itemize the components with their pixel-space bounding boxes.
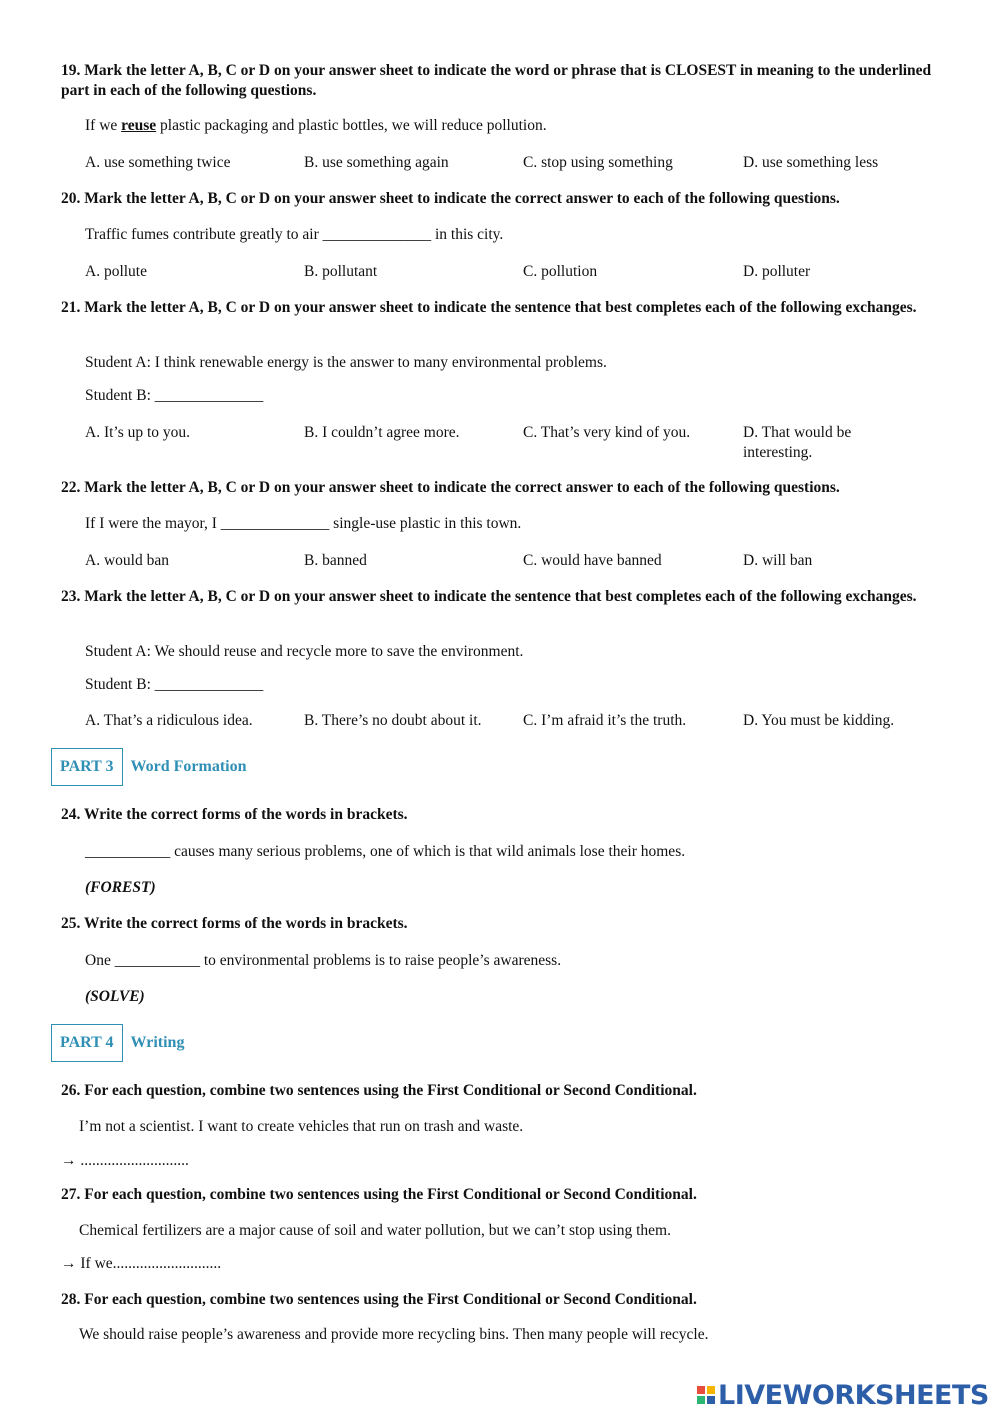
question-19-sentence <box>85 116 547 136</box>
q19-option-b[interactable]: B. use something again <box>304 154 449 171</box>
q20-option-d[interactable]: D. polluter <box>743 263 811 280</box>
question-23-student-b: Student B: ______________ <box>85 676 264 693</box>
question-28-prompt: 28. For each question, combine two sentences using the First Conditional or Second Conditional. <box>61 1291 697 1308</box>
logo-square-red <box>697 1386 705 1394</box>
question-23-prompt: 23. Mark the letter A, B, C or D on your answer sheet to indicate the sentence that best completes each of the following exchanges. <box>61 588 917 605</box>
q19-option-c[interactable]: C. stop using something <box>523 154 673 171</box>
q19-option-a[interactable]: A. use something twice <box>85 154 231 171</box>
logo-grid-icon <box>697 1386 715 1404</box>
question-26-prompt: 26. For each question, combine two sentences using the First Conditional or Second Conditional. <box>61 1082 697 1099</box>
part-4-title: Writing <box>130 1034 185 1051</box>
q23-option-c[interactable]: C. I’m afraid it’s the truth. <box>523 712 687 729</box>
q22-option-a[interactable]: A. would ban <box>85 552 169 569</box>
q22-option-d[interactable]: D. will ban <box>743 552 813 569</box>
question-21-student-a: Student A: I think renewable energy is the answer to many environmental problems. <box>85 354 607 371</box>
question-24-prompt: 24. Write the correct forms of the words in brackets. <box>61 806 408 823</box>
question-24-hint: (FOREST) <box>85 879 156 896</box>
q22-option-b[interactable]: B. banned <box>304 552 367 569</box>
question-25-prompt: 25. Write the correct forms of the words in brackets. <box>61 915 408 932</box>
question-24-sentence: ___________ causes many serious problems, one of which is that wild animals lose their homes. <box>85 843 686 860</box>
question-26-answer-field[interactable]: → ............................ <box>61 1152 189 1169</box>
q23-option-a[interactable]: A. That’s a ridiculous idea. <box>85 712 253 729</box>
q21-option-d[interactable]: D. That would be interesting. <box>743 424 852 461</box>
q19-option-d[interactable]: D. use something less <box>743 154 879 171</box>
q21-option-b[interactable]: B. I couldn’t agree more. <box>304 424 460 441</box>
question-27-sentence: Chemical fertilizers are a major cause of soil and water pollution, but we can’t stop using them. <box>79 1222 671 1239</box>
part-3-title: Word Formation <box>130 758 247 775</box>
q23-option-d[interactable]: D. You must be kidding. <box>743 712 895 729</box>
part-3-header <box>51 748 247 786</box>
q23-option-b[interactable]: B. There’s no doubt about it. <box>304 712 482 729</box>
question-23-student-a: Student A: We should reuse and recycle more to save the environment. <box>85 643 524 660</box>
logo-square-yellow <box>707 1386 715 1394</box>
part-3-label: PART 3 <box>51 748 123 786</box>
q20-option-c[interactable]: C. pollution <box>523 263 598 280</box>
underlined-word: reuse <box>121 117 157 134</box>
part-4-header <box>51 1024 184 1062</box>
question-27-prompt: 27. For each question, combine two sentences using the First Conditional or Second Conditional. <box>61 1186 697 1203</box>
question-21-prompt: 21. Mark the letter A, B, C or D on your answer sheet to indicate the sentence that best completes each of the following exchanges. <box>61 299 917 316</box>
q21-option-a[interactable]: A. It’s up to you. <box>85 424 191 441</box>
question-20-sentence: Traffic fumes contribute greatly to air ______________ in this city. <box>85 226 504 243</box>
logo-text: LIVEWORKSHEETS <box>718 1379 989 1411</box>
q22-option-c[interactable]: C. would have banned <box>523 552 662 569</box>
q20-option-b[interactable]: B. pollutant <box>304 263 378 280</box>
question-25-hint: (SOLVE) <box>85 988 145 1005</box>
part-4-label: PART 4 <box>51 1024 123 1062</box>
logo-square-blue <box>707 1396 715 1404</box>
question-19-prompt: 19. Mark the letter A, B, C or D on your answer sheet to indicate the word or phrase that is CLOSEST in meaning to the underlined part in each of the following questions. <box>61 62 932 99</box>
q20-option-a[interactable]: A. pollute <box>85 263 147 280</box>
sentence-text: plastic packaging and plastic bottles, we will reduce pollution. <box>156 117 547 134</box>
question-26-sentence: I’m not a scientist. I want to create vehicles that run on trash and waste. <box>79 1118 524 1135</box>
question-25-sentence: One ___________ to environmental problems is to raise people’s awareness. <box>85 952 562 969</box>
question-22-prompt: 22. Mark the letter A, B, C or D on your answer sheet to indicate the correct answer to each of the following questions. <box>61 479 840 496</box>
logo-square-green <box>697 1396 705 1404</box>
question-20-prompt: 20. Mark the letter A, B, C or D on your answer sheet to indicate the correct answer to each of the following questions. <box>61 190 840 207</box>
question-27-answer-field[interactable]: → If we............................ <box>61 1255 222 1272</box>
question-21-student-b: Student B: ______________ <box>85 387 264 404</box>
question-28-sentence: We should raise people’s awareness and provide more recycling bins. Then many people will recycle. <box>79 1326 709 1343</box>
question-22-sentence: If I were the mayor, I ______________ single-use plastic in this town. <box>85 515 522 532</box>
sentence-text: If we <box>85 117 122 134</box>
q21-option-c[interactable]: C. That’s very kind of you. <box>523 424 691 441</box>
liveworksheets-logo <box>697 1378 989 1412</box>
